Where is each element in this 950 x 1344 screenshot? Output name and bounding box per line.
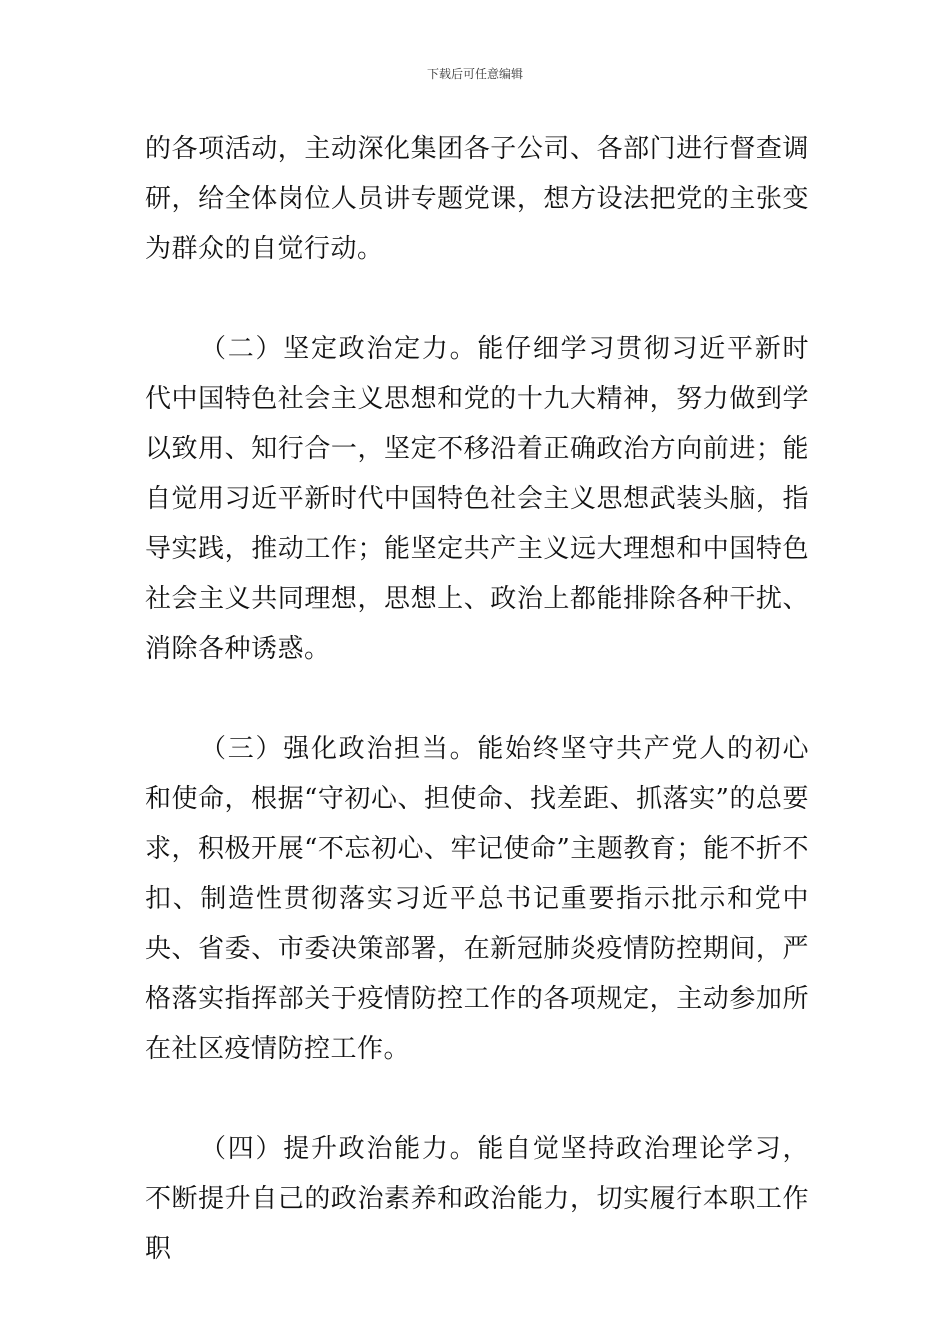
page-header: 下载后可任意编辑 xyxy=(426,67,523,81)
paragraph-political-resolve: （二）坚定政治定力。能仔细学习贯彻习近平新时代中国特色社会主义思想和党的十九大精神，努力做到学以致用、知行合一，坚定不移沿着正确政治方向前进；能自觉用习近平新时代中国特色社会主义思想武装头脑，指导实践，推动工作；能坚定共产主义远大理想和中国特色社会主义共同理想，思想上、政治上都能排除各种干扰、消除各种诱惑。 xyxy=(145,334,809,664)
paragraph-political-ability: （四）提升政治能力。能自觉坚持政治理论学习，不断提升自己的政治素养和政治能力，切实履行本职工作职 xyxy=(145,1134,809,1264)
paragraph-political-responsibility: （三）强化政治担当。能始终坚守共产党人的初心和使命，根据“守初心、担使命、找差距、抓落实”的总要求，积极开展“不忘初心、牢记使命”主题教育；能不折不扣、制造性贯彻落实习近平总书记重要指示批示和党中央、省委、市委决策部署，在新冠肺炎疫情防控期间，严格落实指挥部关于疫情防控工作的各项规定，主动参加所在社区疫情防控工作。 xyxy=(145,734,809,1064)
paragraph-continuation: 的各项活动，主动深化集团各子公司、各部门进行督查调研，给全体岗位人员讲专题党课，想方设法把党的主张变为群众的自觉行动。 xyxy=(145,134,809,264)
document-body xyxy=(145,124,809,1274)
